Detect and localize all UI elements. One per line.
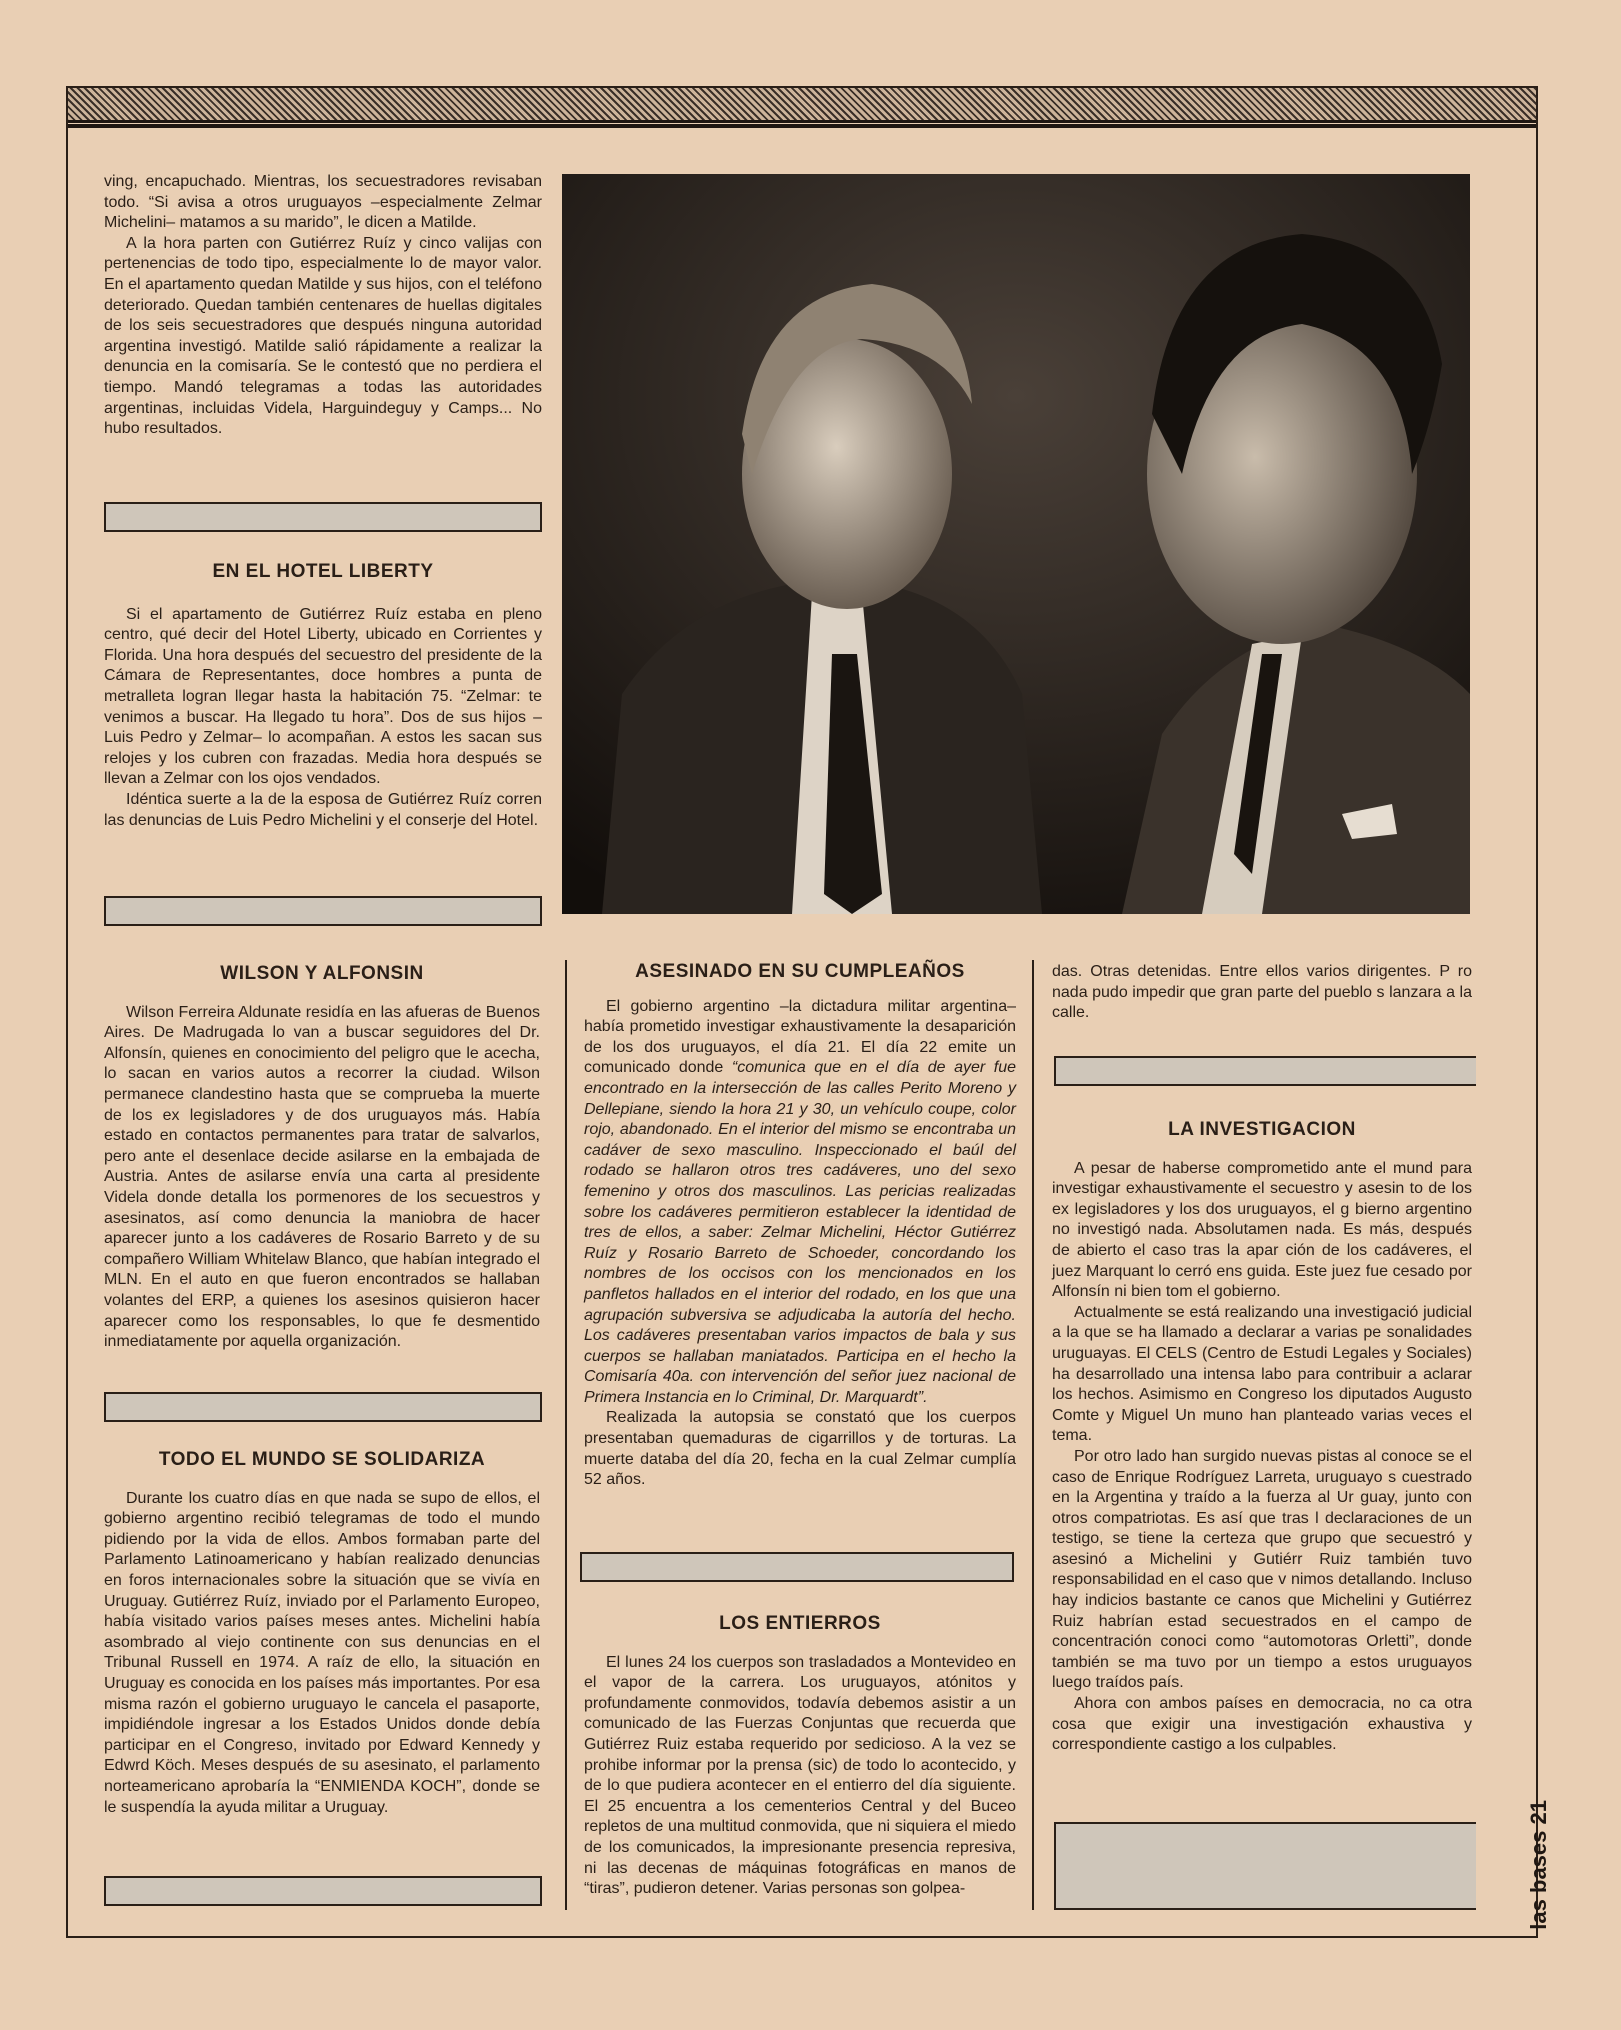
paragraph: El lunes 24 los cuerpos son trasladados a Montevideo en el vapor de la carrera. Los uruguayos, atónitos y profundamente conmovidos, todavía debemos asistir a un comunicado de las Fuerzas Conjuntas que recuerda que Gutiérrez Ruiz estaba requerido por sedicioso. A la vez se prohibe informar por la prensa (sic) de todo lo acontecido, y de lo que pudiera acontecer en el entierro del día siguiente. El 25 encuentra a los cementerios Central y del Buceo repletos de una multitud conmovida, que ni siquiera el miedo de los comunicados, la impresionante presencia represiva, ni las decenas de máquinas fotográficas en manos de “tiras”, pudieron detener. Varias personas son golpea- xyxy=(584,1653,1016,1898)
photo-two-men-icon xyxy=(562,174,1470,914)
paragraph: Durante los cuatro días en que nada se supo de ellos, el gobierno argentino recibió telegramas de todo el mundo pidiendo por la vida de ellos. Ambos formaban parte del Parlamento Latinoamericano y habían realizado denuncias en foros internacionales sobre la situación que se vivía en Uruguay. Gutiérrez Ruíz, inviado por el Parlamento Europeo, había visitado varios países meses antes. Michelini había asombrado al viejo continente con sus denuncias en el Tribunal Russell en 1974. A raíz de ello, la situación en Uruguay es conocida en los países más importantes. Por esa misma razón el gobierno uruguayo le cancela el pasaporte, impidiéndole ingresar a los Estados Unidos donde debía participar en el Congreso, invitado por Edward Kennedy y Edwrd Köch. Meses después de su asesinato, el parlamento norteamericano aprobaría la “ENMIENDA KOCH”, donde se le suspendía la ayuda militar a Uruguay. xyxy=(104,1489,540,1816)
paragraph: ving, encapuchado. Mientras, los secuestradores revisaban todo. “Si avisa a otros uruguayos –especialmente Zelmar Michelini– matamos a su marido”, le dicen a Matilde. xyxy=(104,173,542,232)
section-hotel-liberty xyxy=(104,562,542,831)
section-heading: ASESINADO EN SU CUMPLEAÑOS xyxy=(635,961,965,982)
paragraph: Si el apartamento de Gutiérrez Ruíz estaba en pleno centro, qué decir del Hotel Liberty, ubicado en Corrientes y Florida. Una hora después del secuestro del presidente de la Cámara de Representantes, doce hombres a punta de metralleta logran llegar hasta la habitación 75. “Zelmar: te venimos a buscar. Ha llegado tu hora”. Dos de sus hijos –Luis Pedro y Zelmar– lo acompañan. A estos les sacan sus relojes y los cubren con frazadas. Media hora después se llevan a Zelmar con los ojos vendados. xyxy=(104,605,542,788)
intro-text: El gobierno argentino –la dictadura militar argentina– había prometido investigar exhaustivamente la desaparición de los dos uruguayos, el día 21. El día 22 emite un comunicado donde xyxy=(584,997,1016,1077)
paragraph xyxy=(584,997,1016,1409)
section-heading: TODO EL MUNDO SE SOLIDARIZA xyxy=(158,1449,486,1470)
gray-divider-box xyxy=(1054,1822,1476,1910)
gray-divider-box xyxy=(104,1392,542,1422)
paragraph: Actualmente se está realizando una investigació judicial a la que se ha llamado a declarar a varias pe sonalidades uruguayas. El CELS (Centro de Estudi Legales y Sociales) ha desarrollado una intensa labo para contribuir a aclarar los hechos. Asimismo en Congreso los diputados Augusto Comte y Miguel Un muno han planteado varias veces el tema. xyxy=(1052,1303,1472,1445)
section-los-entierros xyxy=(584,1614,1016,1900)
news-photograph xyxy=(562,174,1470,914)
paragraph: A pesar de haberse comprometido ante el mund para investigar exhaustivamente el secuestro y asesin to de los ex legisladores y los dos uruguayos, el g bierno argentino no investigó nada. Absolutamen nada. Es más, después de abierto el caso tras la apar ción de los cadáveres, el juez Marquant lo cerró ens guida. Este juez fue cesado por Alfonsín ni bien tom el gobierno. xyxy=(1052,1159,1472,1301)
quoted-communique: “comunica que en el día de ayer fue encontrado en la intersección de las calles Perito Moreno y Dellepiane, siendo la hora 21 y 30, un vehículo coupe, color rojo, abandonado. En el interior del mismo se encontraba un cadáver de sexo masculino. Inspeccionado el baúl del rodado se hallaron otros tres cadáveres, uno del sexo femenino y otros dos masculinos. Las pericias realizadas sobre los cadáveres permitieron establecer la identidad de tres de ellos, a saber: Zelmar Michelini, Héctor Gutiérrez Ruíz y Rosario Barreto de Schoeder, concordando los nombres de los occisos con los mencionados en los panfletos hallados en el interior del rodado, en los que una agrupación subversiva se adjudicaba la autoría del hecho. Los cadáveres presentaban varios impactos de bala y sus cuerpos se hallaban maniatados. Participa en el hecho la Comisaría 40a. con intervención del señor juez nacional de Primera Instancia en lo Criminal, Dr. Marquardt”. xyxy=(584,1059,1017,1406)
section-la-investigacion xyxy=(1052,1120,1472,1756)
paragraph: Idéntica suerte a la de la esposa de Gutiérrez Ruíz corren las denuncias de Luis Pedro Michelini y el conserje del Hotel. xyxy=(104,790,542,829)
gray-divider-box xyxy=(104,1876,542,1906)
column-1-top xyxy=(104,172,542,440)
paragraph: Ahora con ambos países en democracia, no ca otra cosa que exigir una investigación exhaustiva y correspondiente castigo a los culpables. xyxy=(1052,1695,1472,1754)
gray-divider-box xyxy=(104,896,542,926)
column-4-top xyxy=(1052,962,1472,1024)
gray-divider-box xyxy=(1054,1056,1476,1086)
column-rule xyxy=(1032,960,1034,1910)
page-footer-caption xyxy=(1526,1800,1552,1930)
page-number: 21 xyxy=(1526,1800,1551,1825)
paragraph: A la hora parten con Gutiérrez Ruíz y cinco valijas con pertenencias de todo tipo, especialmente lo de mayor valor. En el apartamento quedan Matilde y sus hijos, con el teléfono deteriorado. Quedan también centenares de huellas digitales de los seis secuestradores que después ninguna autoridad argentina investigó. Matilde salió rápidamente a realizar la denuncia en la comisaría. Se le contestó que no perdiera el tiempo. Mandó telegramas a todas las autoridades argentinas, incluidas Videla, Harguindeguy y Camps... No hubo resultados. xyxy=(104,234,542,438)
paragraph: Wilson Ferreira Aldunate residía en las afueras de Buenos Aires. De Madrugada lo van a buscar seguidores del Dr. Alfonsín, quienes en conocimiento del peligro que le acecha, lo sacan en varios autos a recorrer la ciudad. Wilson permanece clandestino hasta que se comprueba la muerte de los ex legisladores y de dos uruguayos más. Había estado en contactos permanentes para tratar de salvarlos, pero ante el desenlace decide asilarse en la embajada de Austria. Antes de asilarse envía una carta al presidente Videla donde detalla los pormenores de los secuestros y asesinatos, así como denuncia la maniobra de hacer aparecer junto a los cadáveres de Rosario Barreto y de su compañero William Whitelaw Blanco, que habían integrado el MLN. En el auto en que fueron encontrados se hallaban volantes del ERP, a quienes los asesinos quisieron hacer aparecer como los responsables, lo que fe desmentido inmediatamente por aquella organización. xyxy=(104,1003,540,1351)
section-heading: WILSON Y ALFONSIN xyxy=(220,963,424,984)
gray-divider-box xyxy=(104,502,542,532)
section-todo-el-mundo xyxy=(104,1450,540,1818)
section-heading: LA INVESTIGACION xyxy=(1168,1119,1356,1140)
publication-name: las bases xyxy=(1526,1830,1551,1930)
paragraph: Realizada la autopsia se constató que los cuerpos presentaban quemaduras de cigarrillos y de torturas. La muerte databa del día 20, fecha en la cual Zelmar cumplía 52 años. xyxy=(584,1409,1016,1489)
section-asesinado-cumpleanos xyxy=(584,962,1016,1491)
paragraph: Por otro lado han surgido nuevas pistas al conoce se el caso de Enrique Rodríguez Larreta, uruguayo s cuestrado en la Argentina y traído a la fuerza al Ur guay, junto con otros compatriotas. Es así que tras l declaraciones de un testigo, se tiene la certeza que grupo que secuestró y asesinó a Michelini y Gutiérr Ruiz también tuvo responsabilidad en el caso que v nimos detallando. Incluso hay indicios bastante ce canos que Michelini y Gutiérrez Ruiz habrían estad secuestrados en el campo de concentración conoci como “automotoras Orletti”, donde también se ma tuvo por un tiempo a estos uruguayos luego traídos país. xyxy=(1052,1447,1472,1692)
section-wilson-alfonsin xyxy=(104,964,540,1353)
gray-divider-box xyxy=(580,1552,1014,1582)
section-heading: EN EL HOTEL LIBERTY xyxy=(212,561,434,582)
paragraph: das. Otras detenidas. Entre ellos varios dirigentes. P ro nada pudo impedir que gran parte del pueblo s lanzara a la calle. xyxy=(1052,963,1472,1022)
section-heading: LOS ENTIERROS xyxy=(719,1613,881,1634)
column-rule xyxy=(565,960,567,1910)
